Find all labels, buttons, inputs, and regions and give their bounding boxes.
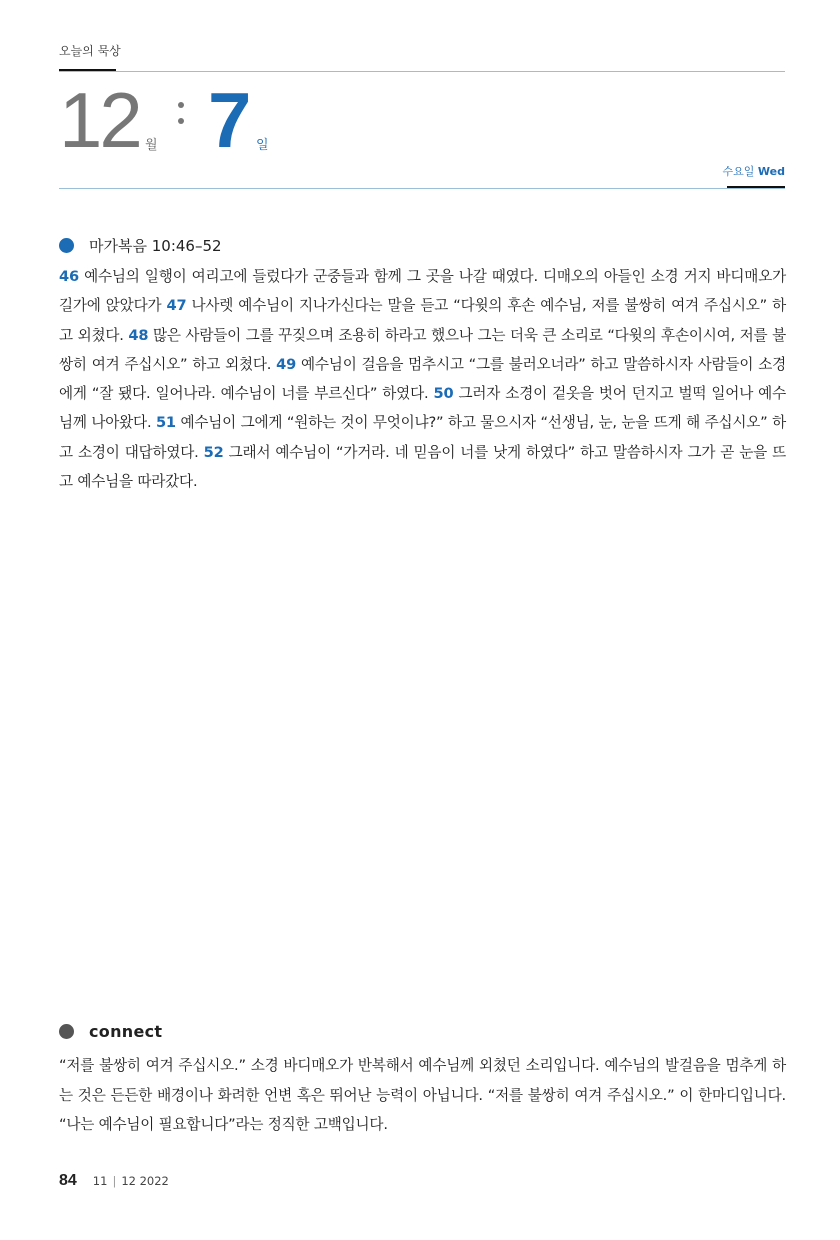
verse-text: 그래서 예수님이 “가거라. 네 믿음이 너를 낫게 하였다” 하고 말씀하시자 그가 곧 눈을 뜨고 예수님을 따라갔다.	[59, 443, 786, 491]
header-label: 오늘의 묵상	[59, 44, 121, 58]
issue-month: 11	[92, 1174, 108, 1188]
page-number: 84	[59, 1172, 77, 1189]
verse-text: 예수님이 걸음을 멈추시고 “그를 불러오너라” 하고 말씀하시자 사람들이 소경에게 “잘 됐다. 일어나라. 예수님이 너를 부르신다” 하였다.	[59, 355, 787, 403]
verse-number: 48	[128, 326, 149, 344]
weekday-english: Wed	[757, 165, 785, 178]
colon-dot	[178, 118, 184, 124]
bullet-icon	[59, 238, 74, 253]
connect-title: connect	[89, 1022, 163, 1041]
verse-text: 예수님이 그에게 “원하는 것이 무엇이냐?” 하고 물으시자 “선생님, 눈, 눈을 뜨게 해 주십시오” 하고 소경이 대답하였다.	[59, 414, 787, 461]
verse-number: 52	[203, 443, 224, 461]
day-number: 7	[208, 76, 252, 164]
scripture-passage	[59, 262, 786, 496]
verse-text: 예수님의 일행이 여리고에 들렀다가 군중들과 함께 그 곳을 나갈 때였다. 디매오의 아들인 소경 거지 바디매오가 길가에 앉았다가	[59, 268, 786, 315]
issue-rest: 12 2022	[121, 1174, 169, 1188]
issue-separator: |	[112, 1174, 117, 1188]
colon-dot	[178, 102, 184, 108]
date-rule	[59, 188, 785, 189]
top-rule	[59, 71, 785, 72]
verse-number: 46	[59, 268, 79, 285]
footer	[59, 1172, 169, 1190]
verse-number: 47	[166, 297, 187, 315]
scripture-heading	[59, 235, 222, 256]
scripture-reference: 마가복음 10:46–52	[89, 237, 222, 255]
verse-number: 51	[155, 414, 176, 432]
bullet-icon	[59, 1024, 74, 1039]
verse-text: 그러자 소경이 겉옷을 벗어 던지고 벌떡 일어나 예수님께 나아왔다.	[59, 385, 786, 432]
connect-body: “저를 불쌍히 여겨 주십시오.” 소경 바디매오가 반복해서 예수님께 외쳤던 소리입니다. 예수님의 발걸음을 멈추게 하는 것은 든든한 배경이나 화려한 언변 혹은 뛰어난 능력이 아닙니다. “저를 불쌍히 여겨 주십시오.” 이 한마디입니다. “나는 예수님이 필요합니다”라는 정직한 고백입니다.	[59, 1057, 786, 1133]
weekday	[723, 163, 785, 179]
verse-number: 50	[433, 385, 454, 403]
verse-number: 49	[276, 355, 297, 373]
verse-text: 나사렛 예수님이 지나가신다는 말을 듣고 “다윗의 후손 예수님, 저를 불쌍히 여겨 주십시오” 하고 외쳤다.	[59, 297, 786, 344]
connect-heading	[59, 1022, 162, 1041]
month-unit: 월	[145, 138, 158, 153]
month-number: 12	[59, 76, 140, 164]
day-unit: 일	[256, 138, 269, 153]
issue-date	[93, 1174, 169, 1188]
weekday-korean: 수요일	[722, 165, 755, 178]
date-colon	[178, 102, 184, 134]
verse-text: 많은 사람들이 그를 꾸짖으며 조용히 하라고 했으나 그는 더욱 큰 소리로 “다윗의 후손이시여, 저를 불쌍히 여겨 주십시오” 하고 외쳤다.	[59, 326, 786, 373]
